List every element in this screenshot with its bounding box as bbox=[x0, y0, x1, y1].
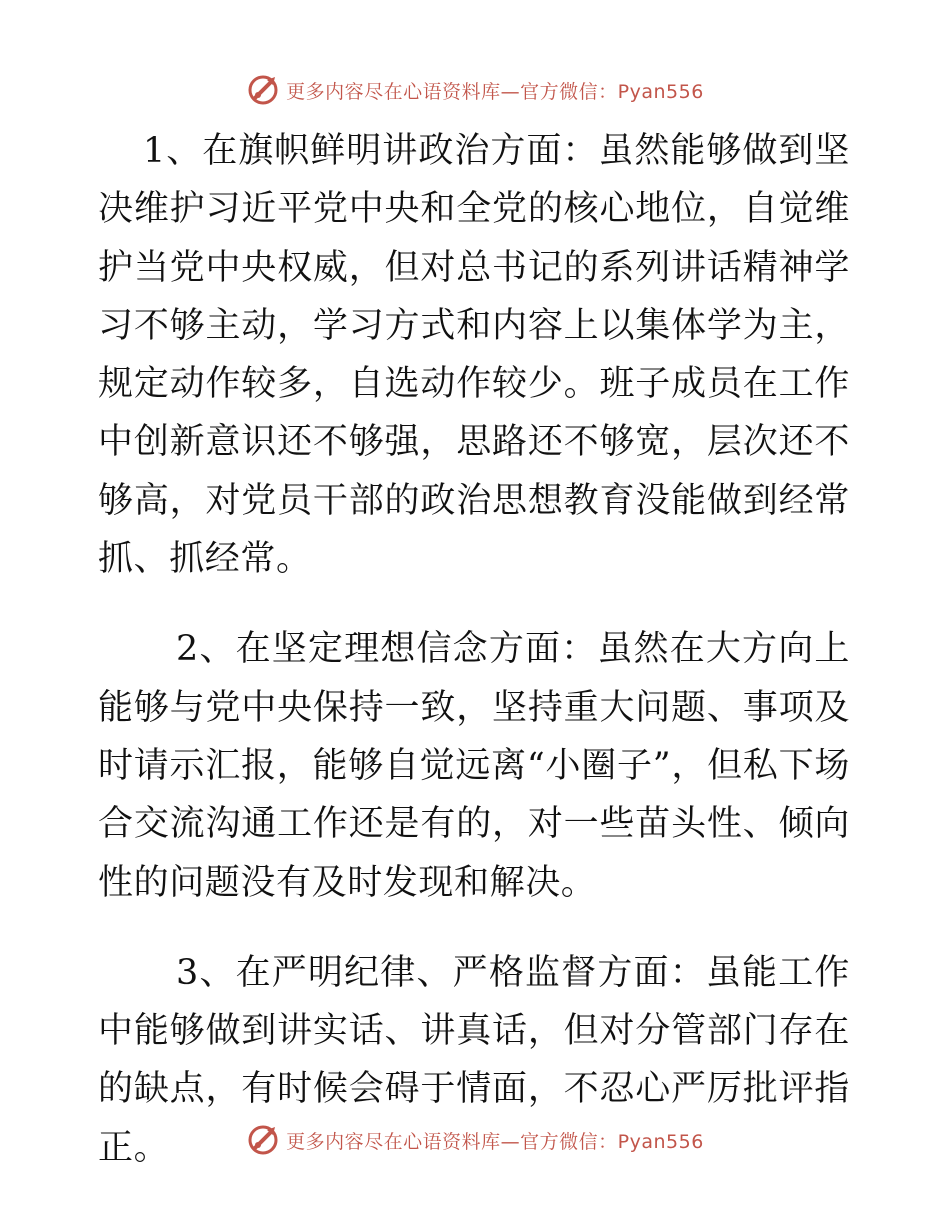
header-banner-text: 更多内容尽在心语资料库—官方微信：Pyan556 bbox=[286, 80, 704, 103]
document-body bbox=[98, 122, 850, 1177]
paragraph-3: 3、在严明纪律、严格监督方面：虽能工作中能够做到讲实话、讲真话，但对分管部门存在的缺点，有时候会碍于情面，不忍心严厉批评指正。 bbox=[98, 952, 850, 1168]
header-banner bbox=[0, 70, 950, 110]
brush-seal-logo-icon bbox=[246, 73, 280, 107]
footer-banner-text: 更多内容尽在心语资料库—官方微信：Pyan556 bbox=[286, 1130, 704, 1153]
footer-banner bbox=[0, 1120, 950, 1160]
paragraph-1: 1、在旗帜鲜明讲政治方面：虽然能够做到坚决维护习近平党中央和全党的核心地位，自觉维护当党中央权威，但对总书记的系列讲话精神学习不够主动，学习方式和内容上以集体学为主，规定动作较多，自选动作较少。班子成员在工作中创新意识还不够强，思路还不够宽，层次还不够高，对党员干部的政治思想教育没能做到经常抓、抓经常。 bbox=[98, 131, 850, 580]
paragraph-2: 2、在坚定理想信念方面：虽然在大方向上能够与党中央保持一致，坚持重大问题、事项及时请示汇报，能够自觉远离“小圈子”，但私下场合交流沟通工作还是有的，对一些苗头性、倾向性的问题没有及时发现和解决。 bbox=[98, 629, 850, 903]
brush-seal-logo-icon bbox=[246, 1123, 280, 1157]
